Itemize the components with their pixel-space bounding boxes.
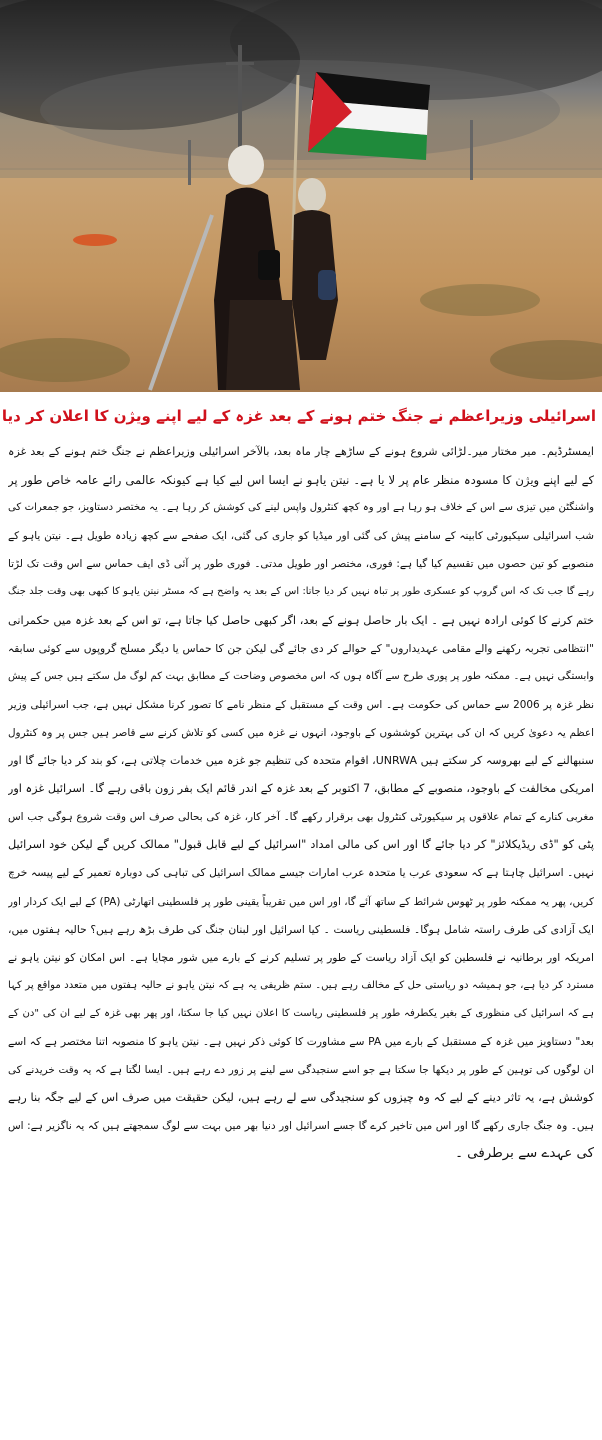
- paragraph-line: مغربی کنارے کے تمام علاقوں پر سیکیورٹی کنٹرول بھی برقرار رکھے گا۔ آخر کار، غزہ کی بحالی صرف اس وقت شروع ہوگی جب اس: [8, 811, 594, 824]
- paragraph-line: نہیں۔ اسرائیل چاہتا ہے کہ سعودی عرب یا متحدہ عرب امارات جیسے ممالک اسرائیل کی تباہی کی دوبارہ تعمیر کے لیے پیسہ خرچ: [8, 866, 594, 880]
- paragraph-line: کے لیے اپنے ویژن کا مسودہ منظر عام پر لا یا ہے۔ نیتن یاہو نے ایسا اس لیے کیا ہے کیونکہ عالمی رائے عامہ خاص طور پر: [8, 473, 594, 488]
- paragraph-line: مسترد کر دیا ہے، جو ہمیشہ دو ریاستی حل کے مخالف رہے ہیں۔ ستم ظریفی یہ ہے کہ نیتن یاہو نے حالیہ ہفتوں میں متعدد مواقع پر کہا: [8, 979, 594, 991]
- paragraph-line: منصوبے کو تین حصوں میں تقسیم کیا گیا ہے: فوری، مختصر اور طویل مدتی۔ فوری طور پر آئی ڈی ایف حماس سے اس وقت تک لڑتا: [8, 558, 594, 571]
- palestinian-flag: [308, 72, 430, 160]
- paragraph-line: "انتظامی تجربہ رکھنے والے مقامی عہدیداروں" کے حوالے کر دی جائے گی لیکن جن کا حماس یا دیگر مسلح گروپوں سے کوئی سابقہ: [8, 641, 594, 655]
- paragraph-line: ہے کہ اسرائیل کی منظوری کے بغیر یکطرفہ طور پر فلسطینی ریاست کا اعلان نہیں کیا جا سکتا، اور پھر بھی غزہ کے لیے ان کی "دن کے: [8, 1007, 594, 1019]
- paragraph-line: شب اسرائیلی سیکیورٹی کابینہ کے سامنے پیش کی گئی اور میڈیا کو جاری کی گئی، ایک صفحے سے کچھ زیادہ طویل ہے۔ نیتن یاہو کے: [8, 530, 594, 543]
- article-photo: [0, 0, 602, 392]
- article-body: [0, 438, 602, 1168]
- paragraph-line: رہے گا جب تک کہ اس گروپ کو عسکری طور پر تباہ نہیں کر دیا جاتا: اس کے بعد یہ واضح ہے کہ مسٹر نیتن یاہو کا کبھی بھی وقت جلد جنگ: [8, 586, 594, 598]
- paragraph-line: واشنگٹن میں تیزی سے اس کے خلاف ہو رہا ہے اور وہ کچھ کنٹرول واپس لینے کی کوشش کر رہا ہے۔ یہ مختصر دستاویز، جو جمعرات کی: [8, 502, 594, 514]
- paragraph-line: ایک آزادی کی طرف راستہ شامل ہوگا۔ فلسطینی ریاست ۔ کیا اسرائیل اور لبنان جنگ کی طرف بڑھ رہے ہیں؟ حالیہ ہفتوں میں،: [8, 922, 594, 936]
- paragraph-line: کی عہدے سے برطرفی ۔: [455, 1146, 594, 1162]
- paragraph-line: وابستگی نہیں ہے۔ ممکنہ طور پر پوری طرح سے آگاہ ہوں کہ اس مخصوص وضاحت کے مطابق بہت کم لوگ مل سکتے ہیں جس کے پیش: [8, 670, 594, 682]
- paragraph-line: بعد" دستاویز میں غزہ کے مستقبل کے بارے میں PA سے مشاورت کا کوئی ذکر نہیں ہے۔ نیتن یاہو کا منصوبہ اتنا مختصر ہے کہ اسے: [8, 1034, 594, 1048]
- paragraph-line: کوشش ہے، یہ تاثر دینے کے لیے کہ وہ چیزوں کو سنجیدگی سے لے رہے ہیں، لیکن حقیقت میں صرف اس کے لیے جگہ بنا رہے: [8, 1091, 594, 1105]
- paragraph-line: ایمسٹرڈیم۔ میر مختار میر۔لڑائی شروع ہونے کے ساڑھے چار ماہ بعد، بالآخر اسرائیلی وزیراعظم نے جنگ ختم ہونے کے بعد غزہ: [8, 445, 594, 458]
- paragraph-line: امریکی مخالفت کے باوجود، منصوبے کے مطابق، 7 اکتوبر کے بعد غزہ کے اندر قائم ایک بفر زون باقی رہے گا۔ اسرائیل غزہ اور: [8, 782, 594, 796]
- paragraph-line: ان لوگوں کی توہین کے طور پر دیکھا جا سکتا ہے جو اسے سنجیدگی سے لینے پر زور دے رہے ہیں۔ ایسا لگتا ہے کہ یہ وقت خریدنے کی: [8, 1064, 594, 1077]
- paragraph-line: نظر غزہ پر 2006 سے حماس کی حکومت ہے۔ اس وقت کے مستقبل کے منظر نامے کا تصور کرنا مشکل نہیں ہے، جب اسرائیلی وزیر: [8, 698, 594, 711]
- paragraph-line: امریکہ اور برطانیہ نے فلسطین کو ایک آزاد ریاست کے طور پر تسلیم کرنے کے بارے میں شور مچایا ہے۔ اس امکان کو نیتن یاہو نے: [8, 950, 594, 964]
- paragraph-line: پٹی کو "ڈی ریڈیکلائز" کر دیا جائے گا اور اس کی مالی امداد "اسرائیل کے لیے قابل قبول" ممالک کریں گے لیکن خود اسرائیل: [8, 838, 594, 852]
- article-headline: اسرائیلی وزیراعظم نے جنگ ختم ہونے کے بعد غزہ کے لیے اپنے ویژن کا اعلان کر دیا: [1, 407, 596, 425]
- paragraph-line: سنبھالنے کے لیے بھروسہ کر سکتے ہیں UNRWA، اقوام متحدہ کی تنظیم جو غزہ میں خدمات چلاتی ہے، کو بند کر دیا جائے گا اور: [8, 754, 594, 768]
- paragraph-line: ختم کرنے کا کوئی ارادہ نہیں ہے ۔ ایک بار حاصل ہونے کے بعد، اگر کبھی حاصل کیا جاتا ہے، تو اس کے بعد غزہ میں حکمرانی: [8, 613, 594, 627]
- paragraph-line: کریں، پھر یہ ممکنہ طور پر ٹھوس شرائط کے ساتھ آئے گا، اور اس میں تقریباً یقینی طور پر فلسطینی اتھارٹی (PA) کے لیے ایک کردار اور: [8, 895, 594, 908]
- paragraph-line: ہیں۔ وہ جنگ جاری رکھے گا اور اس میں تاخیر کرے گا جسے اسرائیل اور دنیا بھر میں بہت سے لوگ سمجھتے ہیں کہ یہ ناگزیر ہے: اس: [8, 1120, 594, 1133]
- paragraph-line: اعظم یہ دعویٰ کریں کہ ان کی بہترین کوششوں کے باوجود، انہوں نے غزہ میں کسی کو تلاش کرنے سے قاصر ہیں جس پر وہ کنٹرول: [8, 726, 594, 739]
- protest-flag-photo: [0, 0, 602, 392]
